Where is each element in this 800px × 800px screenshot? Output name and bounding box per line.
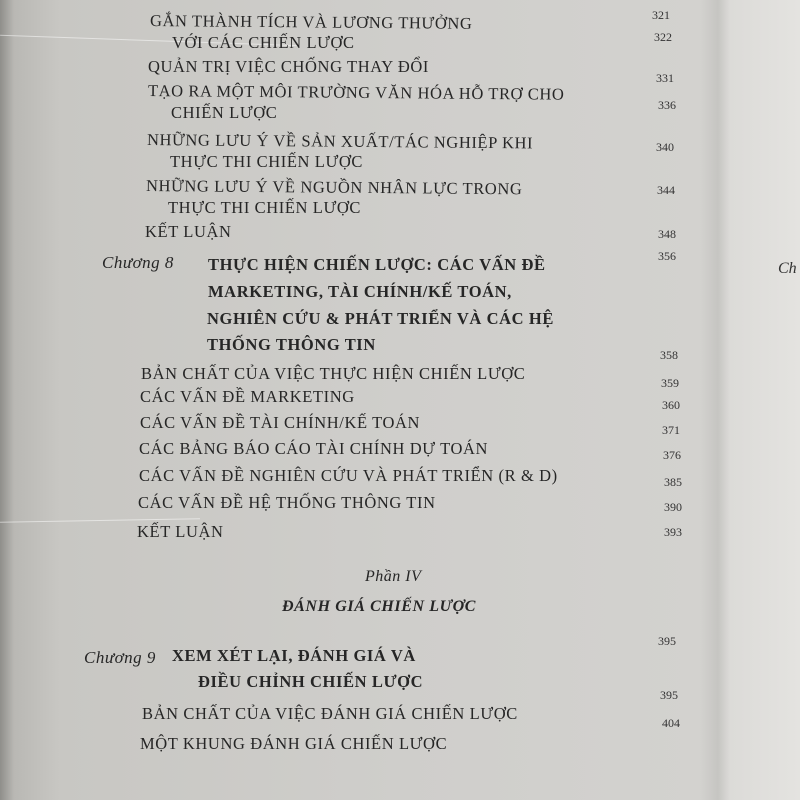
toc-entry-line: CÁC VẤN ĐỀ MARKETING bbox=[140, 387, 355, 406]
toc-entry-line: BẢN CHẤT CỦA VIỆC ĐÁNH GIÁ CHIẾN LƯỢC bbox=[142, 704, 518, 723]
page-number: 358 bbox=[660, 348, 678, 362]
page-number: 321 bbox=[652, 8, 670, 22]
toc-entry-line: THỰC THI CHIẾN LƯỢC bbox=[170, 152, 363, 171]
toc-entry-line: NHỮNG LƯU Ý VỀ SẢN XUẤT/TÁC NGHIỆP KHI bbox=[146, 130, 534, 153]
page-number: 395 bbox=[660, 688, 678, 702]
toc-entry-line: KẾT LUẬN bbox=[145, 222, 232, 241]
toc-entry-line: GẮN THÀNH TÍCH VÀ LƯƠNG THƯỞNG bbox=[149, 11, 473, 33]
page-number: 395 bbox=[658, 634, 676, 648]
toc-entry-line: NHỮNG LƯU Ý VỀ NGUỒN NHÂN LỰC TRONG bbox=[145, 176, 523, 199]
page-number: 322 bbox=[654, 30, 672, 44]
chapter-title-line: NGHIÊN CỨU & PHÁT TRIỂN VÀ CÁC HỆ bbox=[207, 309, 554, 328]
toc-entry-line: CÁC VẤN ĐỀ TÀI CHÍNH/KẾ TOÁN bbox=[140, 413, 421, 432]
page-number: 371 bbox=[662, 423, 680, 437]
page-number: 348 bbox=[658, 227, 676, 241]
chapter-title-line: THỐNG THÔNG TIN bbox=[207, 335, 376, 354]
toc-entry-line: THỰC THI CHIẾN LƯỢC bbox=[168, 198, 361, 217]
chapter-label: Chương 8 bbox=[102, 253, 174, 272]
chapter-title-line: ĐIỀU CHỈNH CHIẾN LƯỢC bbox=[198, 672, 424, 691]
part-label: Phần IV bbox=[365, 568, 422, 585]
toc-entry-line: QUẢN TRỊ VIỆC CHỐNG THAY ĐỔI bbox=[148, 57, 429, 76]
toc-entry-line: CÁC VẤN ĐỀ HỆ THỐNG THÔNG TIN bbox=[138, 493, 436, 512]
page-number: 376 bbox=[663, 448, 681, 462]
chapter-title-line: THỰC HIỆN CHIẾN LƯỢC: CÁC VẤN ĐỀ bbox=[208, 255, 546, 274]
chapter-label: Chương 9 bbox=[84, 648, 156, 667]
page-number: 360 bbox=[662, 398, 680, 412]
page-number: 356 bbox=[658, 249, 676, 263]
chapter-title-line: MARKETING, TÀI CHÍNH/KẾ TOÁN, bbox=[208, 282, 512, 301]
part-title: ĐÁNH GIÁ CHIẾN LƯỢC bbox=[282, 598, 477, 615]
toc-entry-line: BẢN CHẤT CỦA VIỆC THỰC HIỆN CHIẾN LƯỢC bbox=[141, 364, 526, 383]
toc-entry-line: VỚI CÁC CHIẾN LƯỢC bbox=[172, 33, 355, 52]
chapter-title-line: XEM XÉT LẠI, ĐÁNH GIÁ VÀ bbox=[172, 646, 416, 665]
page-number: 344 bbox=[657, 183, 675, 197]
page-number: 385 bbox=[664, 475, 682, 489]
toc-entry-line: CÁC BẢNG BÁO CÁO TÀI CHÍNH DỰ TOÁN bbox=[139, 439, 489, 458]
page-number: 340 bbox=[656, 140, 674, 154]
page-number: 336 bbox=[658, 98, 676, 112]
page-number: 359 bbox=[661, 376, 679, 390]
page-number: 393 bbox=[664, 525, 682, 539]
toc-entry-line: TẠO RA MỘT MÔI TRƯỜNG VĂN HÓA HỖ TRỢ CHO bbox=[147, 81, 565, 104]
toc-entry-line: MỘT KHUNG ĐÁNH GIÁ CHIẾN LƯỢC bbox=[140, 734, 448, 753]
page-number: 390 bbox=[664, 500, 682, 514]
right-page-fragment: Ch bbox=[778, 260, 797, 277]
page-number: 331 bbox=[656, 71, 674, 85]
toc-entry-line: CHIẾN LƯỢC bbox=[171, 103, 278, 122]
toc-entry-line: KẾT LUẬN bbox=[137, 522, 224, 541]
page-number: 404 bbox=[662, 716, 680, 730]
toc-entry-line: CÁC VẤN ĐỀ NGHIÊN CỨU VÀ PHÁT TRIỂN (R & D) bbox=[139, 466, 558, 485]
